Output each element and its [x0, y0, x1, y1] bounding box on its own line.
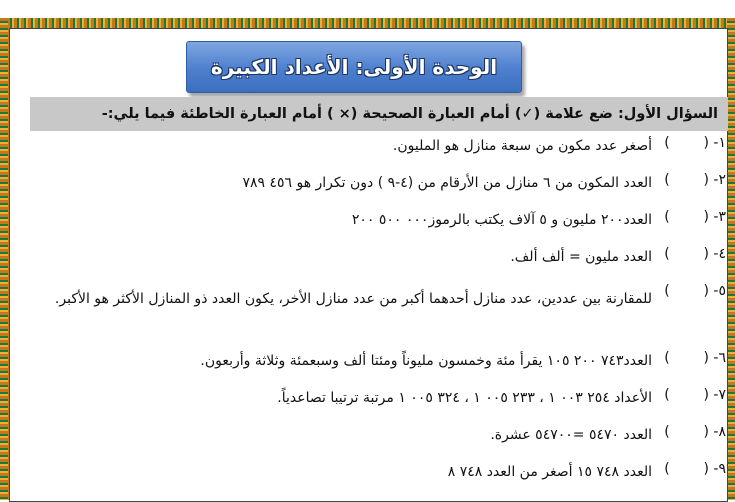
unit-title-banner [186, 41, 522, 93]
question-header-bar [30, 97, 728, 131]
statement-text: العدد مليون = ألف ألف. [510, 249, 652, 265]
item-number: ٦- ( [703, 350, 726, 366]
list-item [24, 461, 726, 491]
list-item [24, 350, 726, 387]
statement-text: أصغر عدد مكون من سبعة منازل هو المليون. [392, 138, 652, 154]
item-number: ٨- ( [703, 424, 726, 440]
statement-text: الأعداد ٢٥٤ ٠٠٣ ١ ، ٢٣٣ ٠٠٥ ١ ، ٣٢٤ ٠٠٥ ١ مرتبة ترتيبا تصاعدياً. [277, 390, 652, 406]
decorative-border-left [0, 18, 8, 500]
answer-box[interactable]: ) [664, 246, 690, 262]
question-header: السؤال الأول: ضع علامة (✓) أمام العبارة الصحيحة (× ) أمام العبارة الخاطئة فيما يلي:- [101, 106, 718, 122]
statement-text: العدد ٧٤٨ ١٥ أصغر من العدد ٧٤٨ ٨ [447, 464, 652, 480]
answer-box[interactable]: ) [664, 209, 690, 225]
list-item [24, 424, 726, 461]
statement-text: للمقارنة بين عددين، عدد منازل أحدهما أكبر من عدد منازل الأخر، يكون العدد ذو المنازل الأكثر هو الأكبر. [54, 291, 652, 307]
list-item [24, 246, 726, 283]
unit-title: الوحدة الأولى: الأعداد الكبيرة [210, 55, 498, 79]
list-item [24, 135, 726, 172]
answer-box[interactable]: ) [664, 283, 690, 299]
list-item [24, 172, 726, 209]
statement-text: العدد٧٤٣ ٢٠٠ ١٠٥ يقرأ مئة وخمسون مليوناً ومئتا ألف وسبعمئة وثلاثة وأربعون. [200, 353, 652, 369]
statement-text: العدد٢٠٠ مليون و ٥ آلاف يكتب بالرموز٠٠٠ ٥٠٠ ٢٠٠ [351, 212, 652, 228]
statement-text: العدد المكون من ٦ منازل من الأرقام من (٤-٩ ) دون تكرار هو ٤٥٦ ٧٨٩ [242, 175, 652, 191]
item-number: ٥- ( [703, 283, 726, 299]
item-number: ١- ( [703, 135, 726, 151]
list-item [24, 283, 726, 350]
worksheet-page [9, 28, 728, 502]
answer-box[interactable]: ) [664, 387, 690, 403]
item-number: ٤- ( [703, 246, 726, 262]
answer-box[interactable]: ) [664, 424, 690, 440]
list-item [24, 387, 726, 424]
statement-list [24, 135, 726, 491]
answer-box[interactable]: ) [664, 172, 690, 188]
list-item [24, 209, 726, 246]
answer-box[interactable]: ) [664, 461, 690, 477]
item-number: ٩- ( [703, 461, 726, 477]
answer-box[interactable]: ) [664, 350, 690, 366]
answer-box[interactable]: ) [664, 135, 690, 151]
decorative-border-top [0, 18, 735, 27]
statement-text: العدد ٥٤٧٠ =٥٤٧٠٠ عشرة. [490, 427, 652, 443]
item-number: ٣- ( [703, 209, 726, 225]
item-number: ٧- ( [703, 387, 726, 403]
item-number: ٢- ( [703, 172, 726, 188]
decorative-border-right [727, 18, 735, 500]
